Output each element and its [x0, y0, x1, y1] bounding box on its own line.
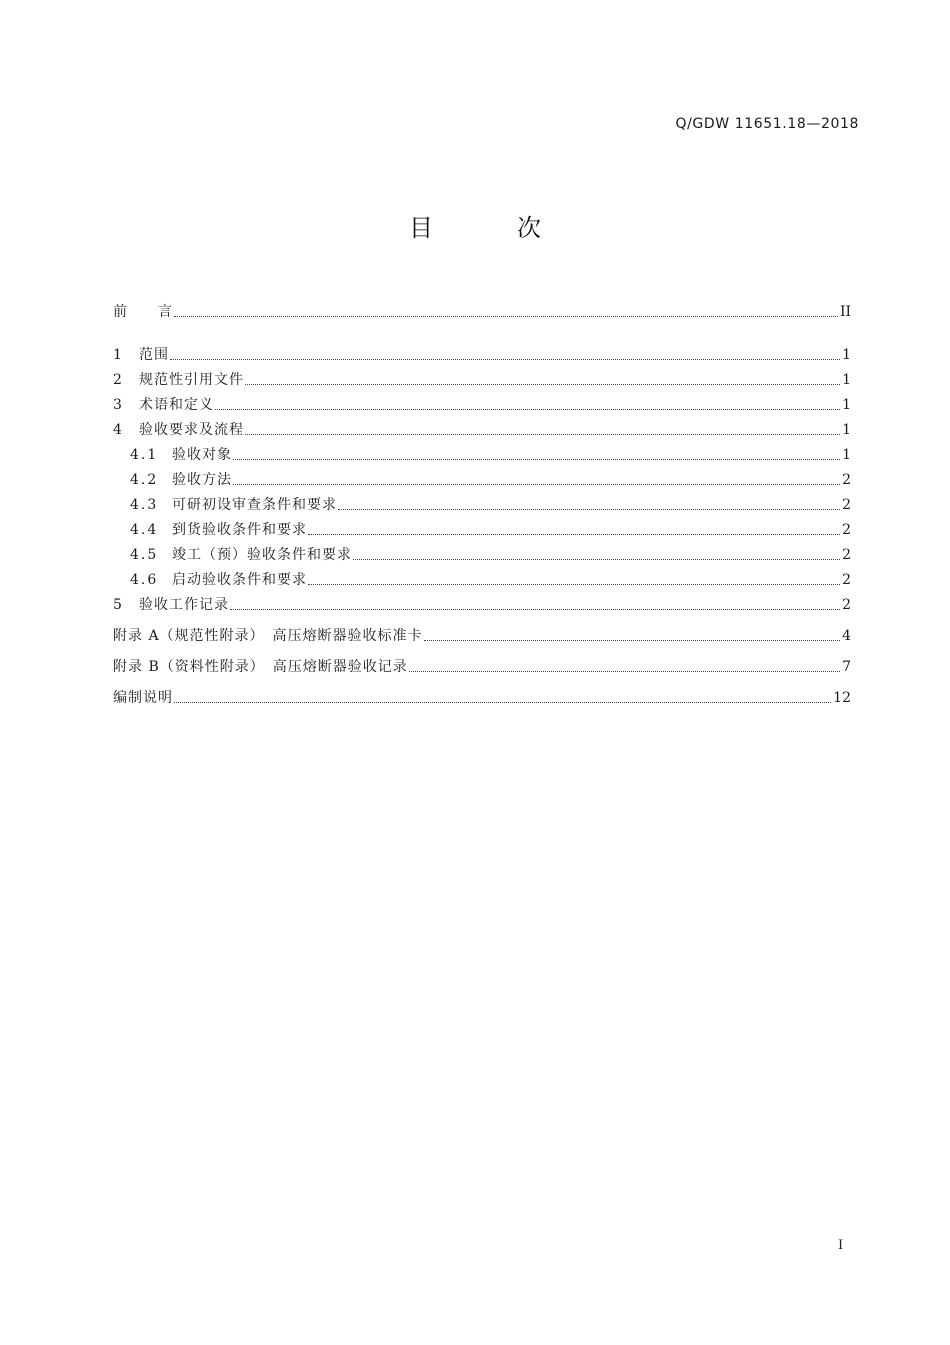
dot-leader [233, 458, 840, 460]
toc-entry-label: 术语和定义 [139, 397, 214, 413]
toc-entry-page: 2 [842, 522, 851, 538]
toc-title: 目次 [409, 214, 625, 242]
toc-entry-number: 4.1 [130, 447, 159, 463]
toc-entry-page: 2 [842, 472, 851, 488]
dot-leader [308, 583, 840, 585]
toc-entry-3[interactable] [113, 394, 851, 414]
toc-entry-page: 2 [842, 572, 851, 588]
toc-entry-label: 附录 B（资料性附录） 高压熔断器验收记录 [113, 659, 408, 675]
dot-leader [308, 533, 840, 535]
toc-entry-label: 验收对象 [172, 447, 232, 463]
toc-entry-label: 编制说明 [113, 690, 173, 706]
toc-entry-page: 2 [842, 497, 851, 513]
toc-entry-label: 验收方法 [172, 472, 232, 488]
dot-leader [353, 558, 840, 560]
toc-entry-label: 验收工作记录 [139, 597, 229, 613]
toc-entry-2[interactable] [113, 369, 851, 389]
toc-entry-page: 1 [842, 422, 851, 438]
dot-leader [245, 383, 840, 385]
toc-entry-number: 1 [113, 347, 122, 363]
toc-entry-number: 4.3 [130, 497, 159, 513]
toc-entry-page: 12 [833, 690, 851, 706]
toc-entry-compilation-notes[interactable] [113, 687, 851, 707]
toc-entry-appendix-b[interactable] [113, 656, 851, 676]
dot-leader [338, 508, 840, 510]
toc-entry-label: 到货验收条件和要求 [172, 522, 307, 538]
toc-entry-1[interactable] [113, 344, 851, 364]
dot-leader [170, 358, 840, 360]
toc-entry-4-3[interactable] [130, 494, 851, 514]
toc-entry-4-1[interactable] [130, 444, 851, 464]
toc-entry-number: 4.2 [130, 472, 159, 488]
dot-leader [230, 608, 840, 610]
dot-leader [245, 433, 840, 435]
page-number: I [838, 1238, 844, 1253]
toc-entry-page: II [839, 304, 851, 320]
toc-entry-4-4[interactable] [130, 519, 851, 539]
toc-entry-label: 竣工（预）验收条件和要求 [172, 547, 352, 563]
toc-entry-label: 启动验收条件和要求 [172, 572, 307, 588]
dot-leader [409, 670, 840, 672]
toc-entry-label: 规范性引用文件 [139, 372, 244, 388]
dot-leader [215, 408, 840, 410]
toc-entry-number: 4.5 [130, 547, 159, 563]
dot-leader [174, 315, 838, 317]
toc-entry-5[interactable] [113, 594, 851, 614]
dot-leader [174, 701, 831, 703]
toc-entry-4-6[interactable] [130, 569, 851, 589]
toc-entry-number: 4.6 [130, 572, 159, 588]
toc-entry-page: 1 [842, 372, 851, 388]
toc-entry-page: 1 [842, 397, 851, 413]
dot-leader [233, 483, 840, 485]
toc-entry-label: 附录 A（规范性附录） 高压熔断器验收标准卡 [113, 628, 423, 644]
toc-entry-page: 2 [842, 597, 851, 613]
toc-entry-label: 可研初设审查条件和要求 [172, 497, 337, 513]
toc-entry-label: 前 言 [113, 304, 173, 320]
toc-entry-number: 4.4 [130, 522, 159, 538]
document-code: Q/GDW 11651.18—2018 [675, 116, 859, 132]
dot-leader [424, 639, 841, 641]
toc-entry-page: 1 [842, 447, 851, 463]
toc-entry-foreword[interactable] [113, 301, 851, 321]
toc-entry-number: 5 [113, 597, 122, 613]
toc-entry-4-5[interactable] [130, 544, 851, 564]
toc-entry-number: 4 [113, 422, 122, 438]
toc-entry-label: 范围 [139, 347, 169, 363]
toc-entry-4-2[interactable] [130, 469, 851, 489]
toc-entry-page: 4 [842, 628, 851, 644]
toc-entry-page: 2 [842, 547, 851, 563]
toc-entry-number: 2 [113, 372, 122, 388]
toc-entry-4[interactable] [113, 419, 851, 439]
toc-entry-page: 7 [842, 659, 851, 675]
toc-entry-label: 验收要求及流程 [139, 422, 244, 438]
toc-entry-number: 3 [113, 397, 122, 413]
toc-entry-appendix-a[interactable] [113, 625, 851, 645]
toc-entry-page: 1 [842, 347, 851, 363]
